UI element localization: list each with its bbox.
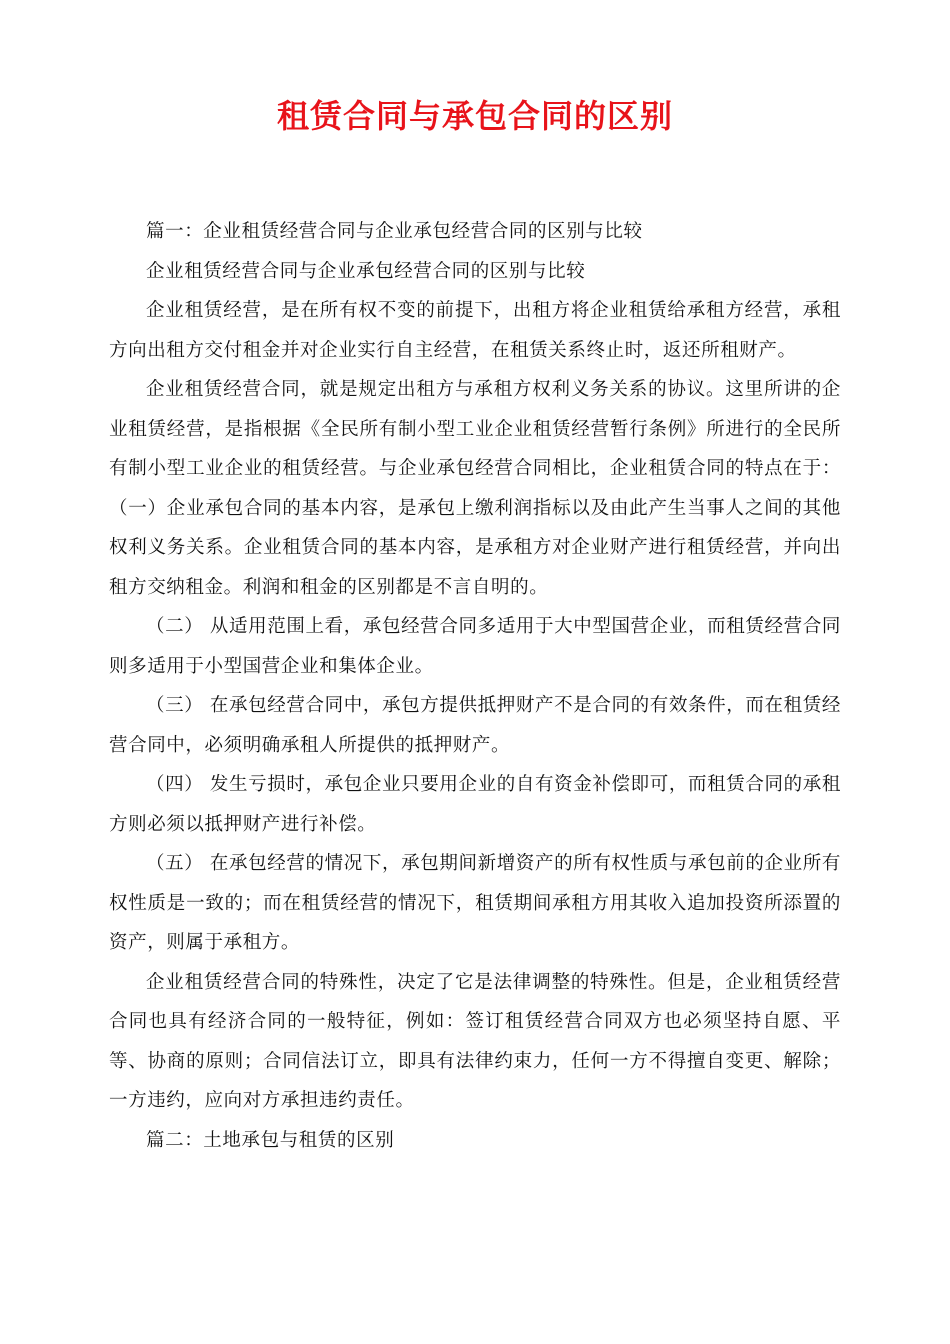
paragraph-definition: 企业租赁经营，是在所有权不变的前提下，出租方将企业租赁给承租方经营，承租方向出租方交付租金并对企业实行自主经营，在租赁关系终止时，返还所租财产。 — [109, 300, 841, 361]
section-heading-2: 篇二：土地承包与租赁的区别 — [146, 1129, 395, 1151]
paragraph-point-3: （三） 在承包经营合同中，承包方提供抵押财产不是合同的有效条件，而在租赁经营合同中，必须明确承租人所提供的抵押财产。 — [109, 695, 841, 756]
paragraph-point-4: （四） 发生亏损时，承包企业只要用企业的自有资金补偿即可，而租赁合同的承租方则必须以抵押财产进行补偿。 — [109, 774, 841, 835]
paragraph-contract-features: 企业租赁经营合同，就是规定出租方与承租方权利义务关系的协议。这里所讲的企业租赁经营，是指根据《全民所有制小型工业企业租赁经营暂行条例》所进行的全民所有制小型工业企业的租赁经营。与企业承包经营合同相比，企业租赁合同的特点在于：（一）企业承包合同的基本内容，是承包上缴利润指标以及由此产生当事人之间的其他权利义务关系。企业租赁合同的基本内容，是承租方对企业财产进行租赁经营，并向出租方交纳租金。利润和租金的区别都是不言自明的。 — [109, 379, 841, 598]
subheading: 企业租赁经营合同与企业承包经营合同的区别与比较 — [146, 260, 586, 282]
paragraph-point-5: （五） 在承包经营的情况下，承包期间新增资产的所有权性质与承包前的企业所有权性质是一致的；而在租赁经营的情况下，租赁期间承租方用其收入追加投资所添置的资产，则属于承租方。 — [109, 853, 841, 953]
document-body — [109, 212, 841, 1160]
document-title: 租赁合同与承包合同的区别 — [276, 97, 673, 135]
paragraph-point-2: （二） 从适用范围上看，承包经营合同多适用于大中型国营企业，而租赁经营合同则多适用于小型国营企业和集体企业。 — [109, 616, 841, 677]
section-heading-1: 篇一：企业租赁经营合同与企业承包经营合同的区别与比较 — [146, 221, 643, 242]
paragraph-particularity: 企业租赁经营合同的特殊性，决定了它是法律调整的特殊性。但是，企业租赁经营合同也具有经济合同的一般特征，例如：签订租赁经营合同双方也必须坚持自愿、平等、协商的原则；合同信法订立，即具有法律约束力，任何一方不得擅自变更、解除；一方违约，应向对方承担违约责任。 — [109, 971, 841, 1111]
